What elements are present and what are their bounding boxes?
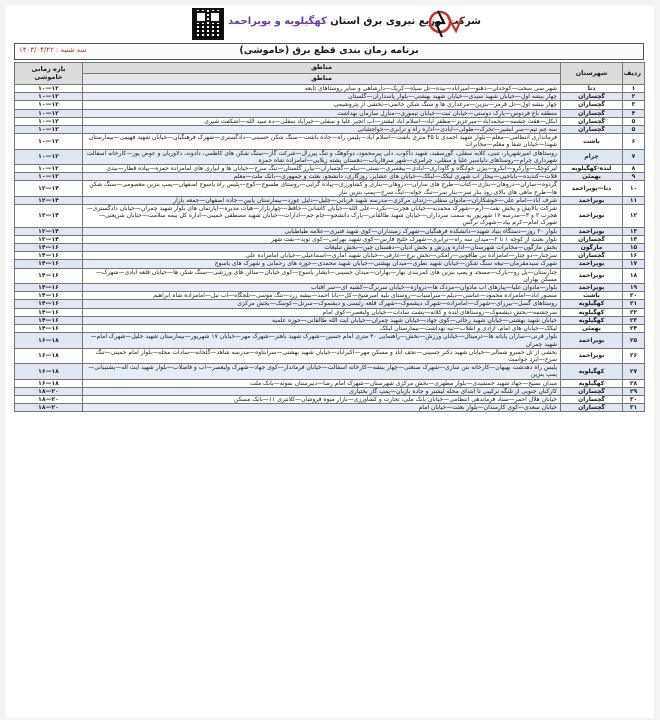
row-number-cell: ۲۵ [623,333,645,348]
time-range-cell: ۱۶—۱۸ [15,364,83,379]
table-row [15,117,645,125]
time-range-cell: ۱۰—۱۲ [15,101,83,109]
page-title: برنامه زمان بندی قطع برق (خاموشی) [239,45,419,56]
areas-cell: لیرکوچک—وارکرو—آبکرو—بیژن خوابگاه و گاوداری—آبادی—پیغمبری—بستی—دیلم—گچساران—بیارز گلستان—تنگ سرخ—خیابان ها و آبیاری های امامزاده حمزه—پیاده قطار—بیدی [83,165,561,173]
areas-cell: منصور آباد—امامزاده محمود—عباسی—دیلم—سرآسیاب—روستای بلیه امیرشیخ—کل—بابا احمد—بیشه زرد—تنگ موسی—تلچگاه—آب نیل—امامزاده شاه ابراهیم [83,292,561,300]
city-cell: بویراحمد [561,268,623,283]
table-row [15,379,645,387]
table-body [15,85,645,412]
time-range-cell: ۱۴—۱۶ [15,244,83,252]
city-cell: کهگیلویه [561,308,623,316]
table-row [15,252,645,260]
areas-cell: شهرک سیدمقرمان—تیغه سنگ شکن—خیابان شهید نظری—میدان بهشتی—خیابان شهید محمدی—حوزه های رحمانی و شهرک های یاسوج [83,260,561,268]
areas-cell: چهار بیشه اول—تل قرمز—بنزین—مرغداری ها و سنگ شکن خاتمی—بخشی از پتروشیمی [83,101,561,109]
time-range-cell: ۱۴—۱۶ [15,308,83,316]
row-number-cell: ۲۹ [623,387,645,395]
table-row [15,244,645,252]
table-row [15,196,645,204]
city-cell: بویراحمد [561,333,623,348]
areas-cell: خیابان سعدی—کوی کارمندان—بلوار بعثت—خیابان امام [83,404,561,412]
row-number-cell: ۱۲ [623,205,645,228]
time-range-cell: ۱۶—۱۸ [15,379,83,387]
time-range-cell: ۱۲—۱۴ [15,235,83,243]
city-cell: باشت [561,292,623,300]
qr-code [192,8,224,40]
city-cell: بویراحمد [561,196,623,204]
areas-cell: روستاهای امیرشهریار، تنبی، کلایه سفلی، گورسفید، شهید داکوب، دلی پیرمحمود، دوکوهک و تنگ پیرزال—شرکت گاز—سنگ شکن های کاظمی، دادوند، دلاوریان و عوض پور—کارخانه آسفالت شهرداری چرام—روستاهای دلیاسیر علیا و سفلی، چرامزی—شهر سرفاریاب—دهستان پشته زیلایی—امامزاده شاه حمزه [83,149,561,164]
city-cell: گچساران [561,252,623,260]
time-range-cell: ۱۴—۱۶ [15,284,83,292]
table-row [15,292,645,300]
areas-cell: سه چم تیم—سر آبشیر—تخرک—ظولی—آبادی—اداره راه و ترابری—خواجشانی [83,126,561,134]
col-header-time: بازه زمانی خاموشی [15,63,83,85]
areas-cell: چنارستان—پل رو—پارک—مسجد و پمپ بنزین های کمربندی بهار—بهاران—میدان حسینی—آبشار یاسوج—کوی خیابان—سالن های ورزشی—سنگ شکن ها—خیابان قلعه آبادی—شهرک—مسکن بهاران [83,268,561,283]
time-range-cell: ۱۸—۲۰ [15,395,83,403]
time-range-cell: ۱۴—۱۶ [15,252,83,260]
row-number-cell: ۱۱ [623,196,645,204]
table-row [15,173,645,181]
city-cell: گچساران [561,404,623,412]
row-number-cell: ۱۷ [623,260,645,268]
table-row [15,149,645,164]
table-row [15,348,645,363]
table-row [15,235,645,243]
areas-cell: لیکک—خیابان های امام، آزادی و انقلاب—تپه بهداشت—بیمارستان لیکک [83,325,561,333]
row-number-cell: ۱۴ [623,235,645,243]
areas-cell: منطقه باغ فردوس—پارک دوستی—خیابان ثبت—خیابان تیموری—منازل سازمان بهداشت [83,109,561,117]
city-cell: گچساران [561,395,623,403]
table-row [15,134,645,149]
row-number-cell: ۱ [623,85,645,93]
table-row [15,364,645,379]
time-range-cell: ۱۸—۲۰ [15,387,83,395]
city-cell: بویراحمد [561,348,623,363]
row-number-cell: ۴ [623,109,645,117]
areas-cell: شرف آباد—امام علی—خوشکاران—مادوان سفلی—زندان مرکزی—مدرسه شهید قربانی—جلیل—دلیل عورد—بیمارستان پایین—جاده اصفهان—جمعه بازار [83,196,561,204]
table-row [15,165,645,173]
company-logo [426,7,466,41]
time-range-cell: ۱۲—۱۴ [15,227,83,235]
time-range-cell: ۱۶—۱۸ [15,348,83,363]
row-number-cell: ۲۴ [623,325,645,333]
areas-cell: قلات—کندیده—باباحیی—بیجار آب شهری لیکک—لیکک—خیابان های عشایر، روزگاری، دانشجو، بعثت و جمهوری—بانک ملت—معلم [83,173,561,181]
areas-cell: بلوار ۲۰ روز—دستگاه بنیاد شهید—دانشکده فرهنگیان—شهرک زمینداران—کوی شهید قنبری—علامه طباطبایی [83,227,561,235]
areas-cell: بلوار قرنی—ساران پایانه ها—ترمینال—خیابان ورزش—نخش—راهنمایی ۳۰ متری امام حسین—شهرک شهید باهنر—شهرک مهر—خیابان ۱۷ شهریور—بیمارستان شهید جلیل—شهرک امام—شهید چمران [83,333,561,348]
outage-table [14,62,645,412]
row-number-cell: ۲۱ [623,300,645,308]
city-cell: بهمئی [561,325,623,333]
row-number-cell: ۱۳ [623,227,645,235]
company-name [228,16,482,27]
areas-cell: سرچشمه—بخش دیشموک—روستاهای لنده و کلاته—پشت سادات—خیابان ولیعصر—کوی امام [83,308,561,316]
areas-cell: فرمانداری انتظامی—معلم—بلوار شهید احمدی تا ۴۵ متری باشت—اسلام آباد—پلیس راه—جاده باشت—سنگ شکن حسینی—دادگستری—شهرک فرهنگیان—خیابان شهید فهیمی—بیمارستان شهدا—خیابان شفا و معلم—مخابرات [83,134,561,149]
row-number-cell: ۱۶ [623,252,645,260]
areas-cell: میدان بسیج—جهاد شهید جمشیدی—بلوار مطهری—بخش مرکزی شهرستان—شهرک امام رضا—دبیرستان نمونه—بانک ملت [83,379,561,387]
table-row [15,404,645,412]
col-header-row-number: ردیف [623,63,645,85]
city-cell: دنا [561,85,623,93]
row-number-cell: ۲۸ [623,379,645,387]
table-row [15,395,645,403]
time-range-cell: ۱۴—۱۶ [15,316,83,324]
time-range-cell: ۱۰—۱۲ [15,173,83,181]
table-row [15,93,645,101]
city-cell: گچساران [561,387,623,395]
row-number-cell: ۶ [623,134,645,149]
row-number-cell: ۲۲ [623,308,645,316]
table-row [15,109,645,117]
areas-cell: سرچنار—دو چنار—امامزاده بی طاقونی—رامکی—بخش برج—عارفی—خیابان شهید آماری—اسماعیلی—خیابان امامزاده علی [83,252,561,260]
time-range-cell: ۱۲—۱۴ [15,205,83,228]
table-row [15,325,645,333]
title-bar [14,43,644,60]
city-cell: گچساران [561,93,623,101]
table-row [15,284,645,292]
table-header-row [15,63,645,74]
table-row [15,308,645,316]
time-range-cell: ۱۴—۱۶ [15,260,83,268]
row-number-cell: ۱۵ [623,244,645,252]
time-range-cell: ۱۰—۱۲ [15,117,83,125]
areas-cell: گردوه—ساران—دروهان—بنازی—کتاب—طرح های ساران—دروهان—بنازی و کشاورزی—پیاده گرایی—روستای طسوج—کوچ—پلیس راه یاسوج اصفهان—پمپ بنزین معصومی—سنگ شکن ها—طرح ماهی های بالای رود بنار سر—بنار سر—تنگ جوله—تنگ سرخ—پمپ بنزین بنار [83,181,561,196]
row-number-cell: ۹ [623,173,645,181]
city-cell: کهگیلویه [561,364,623,379]
time-range-cell: ۱۲—۱۴ [15,196,83,204]
row-number-cell: ۱۸ [623,268,645,283]
header [6,6,654,42]
areas-cell: بخشی از تل خسرو شمالی—خیابان شهید دکتر حسینی—نجف آباد و مسکن مهر—اکبرآباد—خیابان شهید بهشتی—سرابتاوه—مدرسه شاهد—گلخانه—سادات محله—بلوار امام خمینی—تنگ سرخ—ایزد خواست [83,348,561,363]
city-cell: گچساران [561,126,623,134]
time-range-cell: ۱۲—۱۴ [15,181,83,196]
areas-cell: کارکنان جنوبی از تلنگه ترکیبی تا ابتدای محله لیشتر و جاده بازبان—پمپ گاز بختیاری [83,387,561,395]
row-number-cell: ۳ [623,101,645,109]
areas-cell: خیابان شهید بهشتی—خیابان شهید رجائی—کوی جهاد—خیابان شهید چمران—خیابان آیت الله طالقانی—حوزه علمیه [83,316,561,324]
city-cell: بویراحمد [561,205,623,228]
table-row [15,101,645,109]
table-row [15,300,645,308]
time-range-cell: ۱۰—۱۲ [15,85,83,93]
city-cell: کهگیلویه [561,379,623,387]
table-row [15,387,645,395]
areas-cell: چهار بیشه اول—خیابان شهید سیدی—خیابان شهید بهشتی—بلوار پاسداران—گلستان [83,93,561,101]
city-cell: کهگیلویه [561,316,623,324]
city-cell: بهمئی [561,173,623,181]
time-range-cell: ۱۶—۱۸ [15,333,83,348]
city-cell: باشت [561,134,623,149]
row-number-cell: ۸ [623,165,645,173]
city-cell: چرام [561,149,623,164]
table-row [15,333,645,348]
areas-cell: بخش مارگون—مخابرات شهرستان—اداره ورزش و بخش ادیان—دهستان چین—بخش تبلیغات [83,244,561,252]
areas-cell: بلوار بعثت از کوچه ۱ تا ۲—میدان سه راه—ترابری—شهرک خلیج فارس—کوی شهید بهرامی—کوی نوید—نفت شهر [83,235,561,243]
row-number-cell: ۷ [623,149,645,164]
schedule-page [6,6,654,718]
row-number-cell: ۲۷ [623,364,645,379]
row-number-cell: ۲۳ [623,316,645,324]
col-header-city: شهرستان [561,63,623,85]
areas-cell: آبکل—هفت چشمه—محمدآباد—میرعزیز—مظفر آباد—اسلام آباد لیشتر—آب انجیر علیا و سفلی—خیرآباد سفلی—ده سید الله—اشکفت شیری [83,117,561,125]
time-range-cell: ۱۴—۱۶ [15,292,83,300]
time-range-cell: ۱۸—۲۰ [15,404,83,412]
city-cell: بویراحمد [561,260,623,268]
city-cell: گچساران [561,235,623,243]
areas-cell: بلوار—مادوان علیا—پیازهای آب مادوان—مزدک ها—دروازه—خیابان سرنرگ—کشیه ای—سر آفتاب [83,284,561,292]
time-range-cell: ۱۴—۱۶ [15,268,83,283]
city-cell: بویراحمد [561,284,623,292]
table-row [15,205,645,228]
areas-cell: شرکت پالایش و یخش نفت—ارم—شهرک محمدیه—خیابان هجرت—نکرد—علی الله—خیابان کاشانی—حافظ—چهاربازار—هیات مدیره—آپارتمان های بلوار شهید چمران—خیابان دادگستری—هجرت ۲ و ۳—مدرسه ۱۷ شهریور به سمت سرداران—خیابان شهید طالقانی—پارک دانشجو—جام جم—ادارات—خیابان شهید مصطفی خمینی—اداره کل بیمه سلامت—خیابان شریعتی—شهرک امام—کرم بیاد—شهرک نرگس [83,205,561,228]
row-number-cell: ۲۶ [623,348,645,363]
time-range-cell: ۱۰—۱۲ [15,109,83,117]
time-range-cell: ۱۰—۱۲ [15,93,83,101]
row-number-cell: ۵ [623,117,645,125]
time-range-cell: ۱۰—۱۲ [15,165,83,173]
col-header-areas: مناطق [83,74,561,85]
table-row [15,316,645,324]
city-cell: کهگیلویه [561,300,623,308]
row-number-cell: ۱۰ [623,181,645,196]
city-cell: گچساران [561,101,623,109]
company-prefix: شرکت توزیع نیروی برق استان [330,16,482,27]
row-number-cell: ۳۱ [623,404,645,412]
row-number-cell: ۲ [623,93,645,101]
table-row [15,268,645,283]
city-cell: دنا—بویراحمد [561,181,623,196]
table-row [15,181,645,196]
section-header-areas: مناطق [83,63,561,74]
table-row [15,85,645,93]
row-number-cell: ۵ [623,126,645,134]
table-subheader-row [15,74,645,85]
areas-cell: شهر سی سخت—کوخدان—دهنو—امیرآباد—بیده—تل سیاه—کریک—دارشاهی و سایر روستاهای تابعه [83,85,561,93]
time-range-cell: ۱۰—۱۲ [15,149,83,164]
areas-cell: روستاهای گسل—بیرزای—شهرک—امامزاده—شهرک دیشموک—شهرک قلعه رئیسی و دیشموک—سرتل—کوسک—بخش مرکزی [83,300,561,308]
table-row [15,227,645,235]
city-cell: لنده-کهگیلویه [561,165,623,173]
city-cell: بویراحمد [561,227,623,235]
table-row [15,260,645,268]
city-cell: مارگون [561,244,623,252]
city-cell: گچساران [561,117,623,125]
date-label: سه شنبه : ۱۴۰۳/۰۴/۲۲ [19,46,87,54]
row-number-cell: ۲۰ [623,292,645,300]
time-range-cell: ۱۰—۱۲ [15,126,83,134]
city-cell: گچساران [561,109,623,117]
areas-cell: پلیس راه دهدشت بهبهان—کارخانه بتن سازی—شهرک صنعتی—چهار بیشه—کارخانه آسفالت—خیابان فرماندار—کوی جهاد—شهرک ولیعصر—آب و فاضلاب—بلوار شهید آیت اله—پشتیبانی—پمپ بنزین [83,364,561,379]
time-range-cell: ۱۰—۱۲ [15,134,83,149]
table-row [15,126,645,134]
time-range-cell: ۱۴—۱۶ [15,300,83,308]
areas-cell: خیابان هلال احمر—ستاد فرماندهی انتظامی—خیابان بانک ملی، تجارت و کشاورزی—بازار میوه فروشان—کلانتری ۱۱—بانک مسکن [83,395,561,403]
row-number-cell: ۳۰ [623,395,645,403]
row-number-cell: ۱۹ [623,284,645,292]
province-name: کهگیلویه و بویراحمد [228,16,327,27]
time-range-cell: ۱۴—۱۶ [15,325,83,333]
